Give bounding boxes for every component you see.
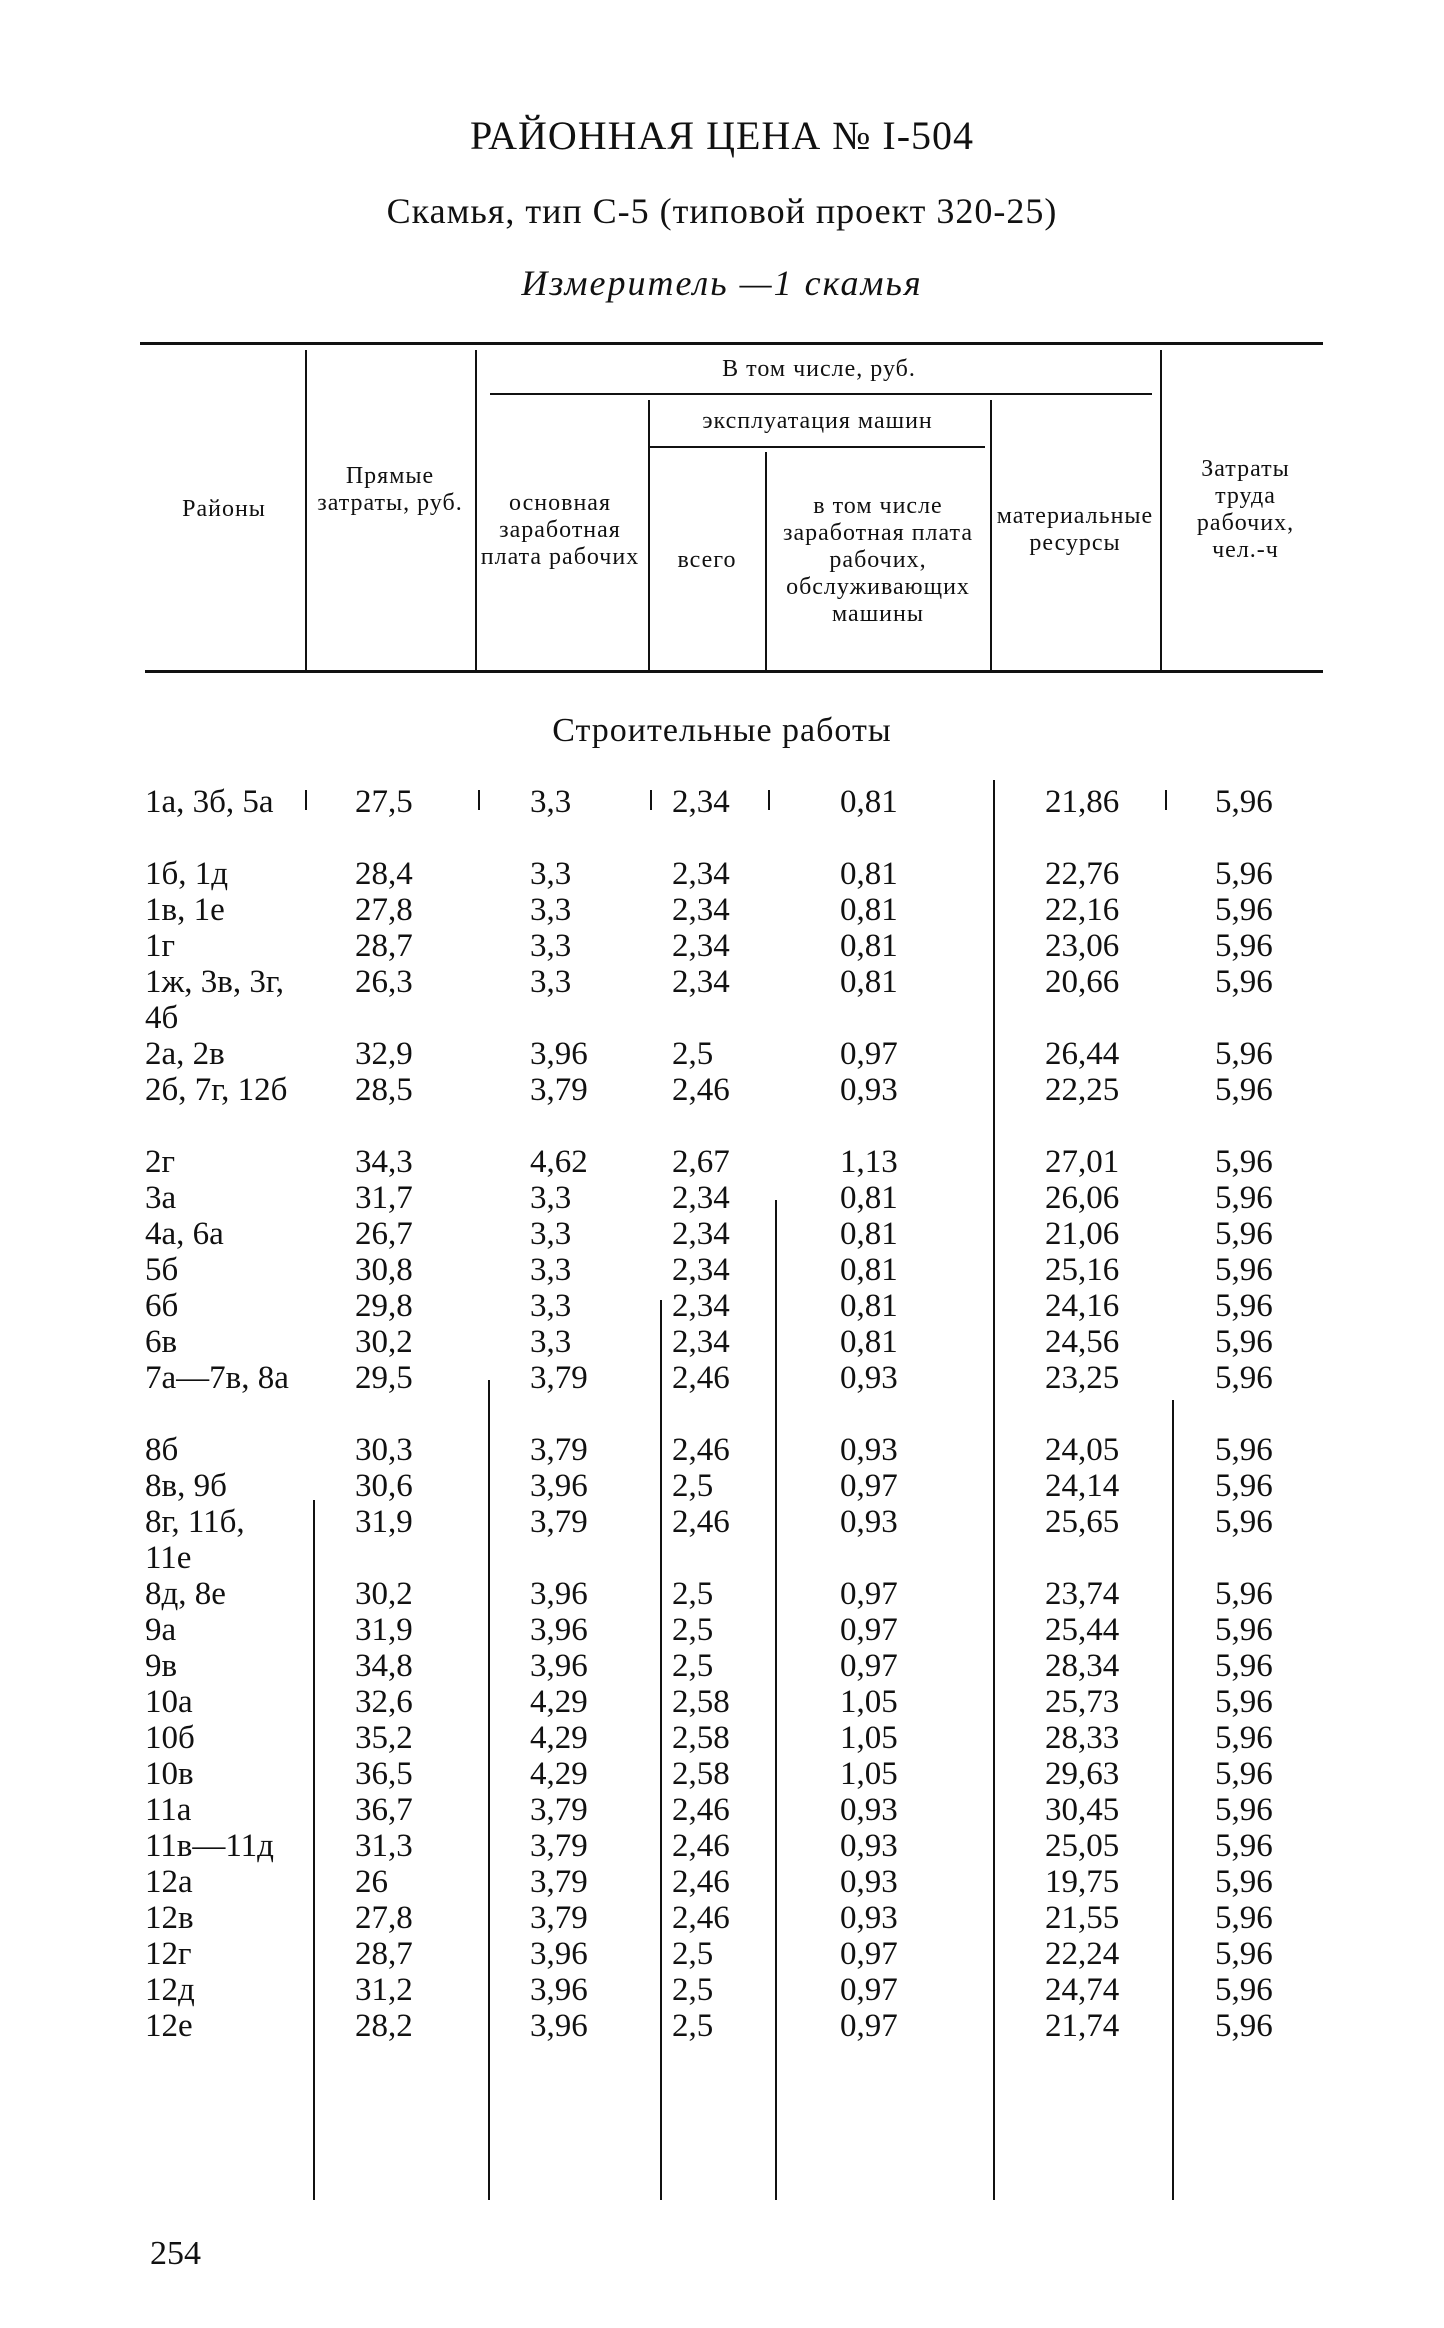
header-machines: эксплуатация машин [702, 407, 933, 434]
cell-machines-total: 2,34 [672, 1216, 730, 1252]
cell-machines-total: 2,34 [672, 1180, 730, 1216]
table-top-rule [140, 342, 1323, 345]
cell-direct-cost: 30,2 [355, 1576, 413, 1612]
cell-materials: 25,65 [1045, 1504, 1120, 1540]
cell-materials: 19,75 [1045, 1864, 1120, 1900]
cell-machines-wages: 0,97 [840, 1648, 898, 1684]
cell-machines-wages: 0,97 [840, 1612, 898, 1648]
machines-rule [650, 446, 985, 448]
cell-direct-cost: 30,2 [355, 1324, 413, 1360]
cell-direct-cost: 32,6 [355, 1684, 413, 1720]
cell-machines-wages: 0,93 [840, 1900, 898, 1936]
cell-wages: 3,79 [530, 1360, 588, 1396]
cell-materials: 25,16 [1045, 1252, 1120, 1288]
body-divider [993, 780, 995, 2200]
cell-machines-total: 2,46 [672, 1864, 730, 1900]
cell-materials: 22,25 [1045, 1072, 1120, 1108]
header-divider [475, 350, 477, 670]
cell-wages: 3,3 [530, 856, 572, 892]
cell-machines-total: 2,5 [672, 1036, 714, 1072]
cell-labor: 5,96 [1215, 1324, 1273, 1360]
cell-wages: 4,62 [530, 1144, 588, 1180]
cell-machines-total: 2,34 [672, 1324, 730, 1360]
cell-machines-wages: 0,93 [840, 1792, 898, 1828]
cell-materials: 28,34 [1045, 1648, 1120, 1684]
cell-direct-cost: 28,5 [355, 1072, 413, 1108]
page-title: РАЙОННАЯ ЦЕНА № I-504 [469, 113, 975, 158]
cell-direct-cost: 28,7 [355, 928, 413, 964]
cell-machines-wages: 0,81 [840, 1288, 898, 1324]
header-machines-wages: в том числе заработная плата рабочих, обслуживающих машины [783, 492, 973, 627]
cell-materials: 22,76 [1045, 856, 1120, 892]
cell-labor: 5,96 [1215, 1684, 1273, 1720]
cell-region: 1а, 3б, 5а [145, 784, 274, 820]
cell-direct-cost: 29,5 [355, 1360, 413, 1396]
cell-labor: 5,96 [1215, 1288, 1273, 1324]
cell-machines-wages: 1,05 [840, 1684, 898, 1720]
cell-machines-wages: 0,93 [840, 1072, 898, 1108]
cell-materials: 25,44 [1045, 1612, 1120, 1648]
cell-machines-total: 2,5 [672, 1972, 714, 2008]
cell-region: 10а [145, 1684, 193, 1720]
cell-materials: 22,24 [1045, 1936, 1120, 1972]
cell-labor: 5,96 [1215, 1900, 1273, 1936]
cell-machines-wages: 0,81 [840, 1180, 898, 1216]
cell-direct-cost: 26 [355, 1864, 388, 1900]
header-regions: Районы [182, 495, 266, 522]
cell-wages: 3,79 [530, 1072, 588, 1108]
body-divider [313, 1500, 315, 2200]
cell-region: 7а—7в, 8а [145, 1360, 289, 1396]
page-number: 254 [150, 2235, 201, 2272]
cell-region: 12г [145, 1936, 192, 1972]
cell-wages: 3,96 [530, 1648, 588, 1684]
cell-region: 1ж, 3в, 3г, 4б [145, 964, 284, 1036]
cell-region: 1в, 1е [145, 892, 225, 928]
body-divider [488, 1380, 490, 2200]
cell-labor: 5,96 [1215, 1756, 1273, 1792]
header-machines-total: всего [677, 546, 737, 573]
cell-materials: 24,56 [1045, 1324, 1120, 1360]
cell-materials: 24,05 [1045, 1432, 1120, 1468]
cell-wages: 4,29 [530, 1756, 588, 1792]
cell-machines-total: 2,46 [672, 1792, 730, 1828]
cell-region: 9в [145, 1648, 178, 1684]
cell-labor: 5,96 [1215, 1036, 1273, 1072]
cell-machines-total: 2,46 [672, 1504, 730, 1540]
cell-labor: 5,96 [1215, 1180, 1273, 1216]
cell-direct-cost: 28,2 [355, 2008, 413, 2044]
cell-wages: 3,96 [530, 1468, 588, 1504]
cell-wages: 3,96 [530, 1936, 588, 1972]
cell-region: 2б, 7г, 12б [145, 1072, 288, 1108]
cell-machines-total: 2,46 [672, 1432, 730, 1468]
header-wages: основная заработная плата рабочих [480, 489, 640, 570]
cell-direct-cost: 31,9 [355, 1504, 413, 1540]
cell-labor: 5,96 [1215, 1576, 1273, 1612]
cell-machines-wages: 0,97 [840, 1036, 898, 1072]
cell-direct-cost: 31,3 [355, 1828, 413, 1864]
cell-machines-wages: 0,97 [840, 1936, 898, 1972]
cell-materials: 21,55 [1045, 1900, 1120, 1936]
cell-machines-total: 2,5 [672, 1936, 714, 1972]
cell-materials: 24,14 [1045, 1468, 1120, 1504]
cell-machines-wages: 0,93 [840, 1360, 898, 1396]
cell-wages: 3,79 [530, 1432, 588, 1468]
cell-machines-wages: 0,81 [840, 1252, 898, 1288]
header-including: В том числе, руб. [722, 355, 916, 382]
cell-machines-total: 2,46 [672, 1828, 730, 1864]
cell-labor: 5,96 [1215, 1972, 1273, 2008]
cell-machines-total: 2,46 [672, 1072, 730, 1108]
cell-wages: 3,3 [530, 964, 572, 1000]
cell-materials: 26,44 [1045, 1036, 1120, 1072]
cell-direct-cost: 32,9 [355, 1036, 413, 1072]
header-materials: материальные ресурсы [996, 503, 1154, 556]
section-title: Строительные работы [552, 712, 892, 749]
cell-direct-cost: 34,8 [355, 1648, 413, 1684]
body-divider [1165, 790, 1167, 810]
cell-region: 3а [145, 1180, 177, 1216]
cell-machines-wages: 0,81 [840, 856, 898, 892]
cell-machines-total: 2,5 [672, 2008, 714, 2044]
cell-direct-cost: 26,3 [355, 964, 413, 1000]
cell-machines-total: 2,58 [672, 1684, 730, 1720]
cell-machines-total: 2,67 [672, 1144, 730, 1180]
cell-direct-cost: 27,5 [355, 784, 413, 820]
cell-machines-total: 2,34 [672, 856, 730, 892]
cell-direct-cost: 30,8 [355, 1252, 413, 1288]
cell-labor: 5,96 [1215, 1072, 1273, 1108]
cell-direct-cost: 30,3 [355, 1432, 413, 1468]
cell-wages: 3,3 [530, 1288, 572, 1324]
cell-materials: 23,25 [1045, 1360, 1120, 1396]
cell-machines-wages: 0,93 [840, 1864, 898, 1900]
cell-machines-wages: 0,97 [840, 1576, 898, 1612]
cell-labor: 5,96 [1215, 1828, 1273, 1864]
cell-direct-cost: 31,9 [355, 1612, 413, 1648]
cell-materials: 25,05 [1045, 1828, 1120, 1864]
cell-wages: 3,79 [530, 1828, 588, 1864]
cell-labor: 5,96 [1215, 1864, 1273, 1900]
cell-labor: 5,96 [1215, 1468, 1273, 1504]
cell-direct-cost: 31,2 [355, 1972, 413, 2008]
cell-machines-wages: 0,97 [840, 2008, 898, 2044]
cell-machines-wages: 0,93 [840, 1504, 898, 1540]
cell-region: 5б [145, 1252, 179, 1288]
cell-wages: 3,96 [530, 1972, 588, 2008]
cell-machines-total: 2,34 [672, 1288, 730, 1324]
cell-machines-total: 2,58 [672, 1756, 730, 1792]
body-divider [305, 790, 307, 810]
cell-machines-total: 2,46 [672, 1900, 730, 1936]
header-divider [305, 350, 307, 670]
cell-labor: 5,96 [1215, 856, 1273, 892]
cell-direct-cost: 35,2 [355, 1720, 413, 1756]
header-direct-costs: Прямые затраты, руб. [317, 463, 463, 516]
cell-materials: 21,74 [1045, 2008, 1120, 2044]
cell-machines-total: 2,5 [672, 1576, 714, 1612]
cell-machines-wages: 1,13 [840, 1144, 898, 1180]
cell-wages: 3,96 [530, 1612, 588, 1648]
page-subtitle: Скамья, тип С-5 (типовой проект 320-25) [386, 191, 1058, 231]
cell-wages: 4,29 [530, 1684, 588, 1720]
cell-wages: 3,3 [530, 1216, 572, 1252]
cell-wages: 3,96 [530, 1576, 588, 1612]
cell-region: 2г [145, 1144, 176, 1180]
cell-machines-total: 2,5 [672, 1468, 714, 1504]
body-divider [650, 790, 652, 810]
cell-materials: 24,74 [1045, 1972, 1120, 2008]
cell-region: 8д, 8е [145, 1576, 226, 1612]
cell-wages: 3,3 [530, 1180, 572, 1216]
cell-wages: 3,3 [530, 892, 572, 928]
cell-direct-cost: 28,4 [355, 856, 413, 892]
cell-wages: 3,3 [530, 928, 572, 964]
cell-machines-wages: 0,97 [840, 1468, 898, 1504]
cell-materials: 30,45 [1045, 1792, 1120, 1828]
cell-labor: 5,96 [1215, 1720, 1273, 1756]
cell-materials: 21,06 [1045, 1216, 1120, 1252]
cell-materials: 20,66 [1045, 964, 1120, 1000]
cell-materials: 23,06 [1045, 928, 1120, 964]
cell-direct-cost: 36,7 [355, 1792, 413, 1828]
body-divider [660, 1300, 662, 2200]
cell-machines-wages: 0,93 [840, 1432, 898, 1468]
cell-direct-cost: 27,8 [355, 892, 413, 928]
cell-region: 1б, 1д [145, 856, 229, 892]
cell-labor: 5,96 [1215, 1144, 1273, 1180]
header-bottom-rule [145, 670, 1323, 673]
cell-region: 12д [145, 1972, 195, 2008]
cell-labor: 5,96 [1215, 1360, 1273, 1396]
cell-labor: 5,96 [1215, 1612, 1273, 1648]
cell-machines-total: 2,5 [672, 1612, 714, 1648]
cell-wages: 3,3 [530, 1252, 572, 1288]
cell-materials: 28,33 [1045, 1720, 1120, 1756]
cell-region: 9а [145, 1612, 177, 1648]
cell-machines-wages: 0,93 [840, 1828, 898, 1864]
cell-labor: 5,96 [1215, 1936, 1273, 1972]
cell-machines-wages: 1,05 [840, 1756, 898, 1792]
cell-direct-cost: 36,5 [355, 1756, 413, 1792]
cell-machines-total: 2,34 [672, 1252, 730, 1288]
cell-materials: 23,74 [1045, 1576, 1120, 1612]
cell-wages: 3,79 [530, 1504, 588, 1540]
header-divider [1160, 350, 1162, 670]
cell-materials: 21,86 [1045, 784, 1120, 820]
cell-wages: 3,96 [530, 1036, 588, 1072]
cell-machines-wages: 0,81 [840, 964, 898, 1000]
cell-machines-total: 2,34 [672, 964, 730, 1000]
cell-machines-wages: 1,05 [840, 1720, 898, 1756]
cell-direct-cost: 34,3 [355, 1144, 413, 1180]
cell-labor: 5,96 [1215, 892, 1273, 928]
cell-labor: 5,96 [1215, 2008, 1273, 2044]
cell-machines-wages: 0,97 [840, 1972, 898, 2008]
cell-machines-total: 2,34 [672, 928, 730, 964]
cell-machines-wages: 0,81 [840, 892, 898, 928]
cell-labor: 5,96 [1215, 1648, 1273, 1684]
cell-labor: 5,96 [1215, 1216, 1273, 1252]
cell-wages: 3,79 [530, 1900, 588, 1936]
including-rule [490, 393, 1152, 395]
body-divider [1172, 1400, 1174, 2200]
measure-unit: Измеритель —1 скамья [521, 263, 923, 303]
cell-machines-total: 2,58 [672, 1720, 730, 1756]
cell-region: 6в [145, 1324, 178, 1360]
cell-region: 10в [145, 1756, 194, 1792]
cell-materials: 29,63 [1045, 1756, 1120, 1792]
cell-region: 8в, 9б [145, 1468, 227, 1504]
cell-wages: 3,79 [530, 1864, 588, 1900]
cell-materials: 22,16 [1045, 892, 1120, 928]
cell-direct-cost: 28,7 [355, 1936, 413, 1972]
cell-labor: 5,96 [1215, 1432, 1273, 1468]
cell-materials: 27,01 [1045, 1144, 1120, 1180]
cell-region: 12е [145, 2008, 193, 2044]
cell-wages: 3,79 [530, 1792, 588, 1828]
cell-materials: 24,16 [1045, 1288, 1120, 1324]
header-divider [765, 452, 767, 670]
cell-machines-total: 2,34 [672, 892, 730, 928]
body-divider [775, 1200, 777, 2200]
cell-region: 1г [145, 928, 176, 964]
cell-wages: 4,29 [530, 1720, 588, 1756]
cell-labor: 5,96 [1215, 784, 1273, 820]
cell-labor: 5,96 [1215, 928, 1273, 964]
cell-machines-total: 2,5 [672, 1648, 714, 1684]
cell-direct-cost: 27,8 [355, 1900, 413, 1936]
cell-labor: 5,96 [1215, 1504, 1273, 1540]
cell-materials: 26,06 [1045, 1180, 1120, 1216]
cell-labor: 5,96 [1215, 964, 1273, 1000]
cell-region: 11а [145, 1792, 192, 1828]
cell-direct-cost: 29,8 [355, 1288, 413, 1324]
cell-region: 4а, 6а [145, 1216, 224, 1252]
cell-region: 2а, 2в [145, 1036, 225, 1072]
cell-machines-wages: 0,81 [840, 1324, 898, 1360]
cell-wages: 3,3 [530, 784, 572, 820]
cell-materials: 25,73 [1045, 1684, 1120, 1720]
cell-region: 11в—11д [145, 1828, 274, 1864]
body-divider [478, 790, 480, 810]
cell-region: 8г, 11б, 11е [145, 1504, 245, 1576]
cell-region: 12в [145, 1900, 194, 1936]
header-labor: Затраты труда рабочих, чел.-ч [1196, 456, 1295, 563]
cell-region: 12а [145, 1864, 193, 1900]
cell-direct-cost: 30,6 [355, 1468, 413, 1504]
cell-machines-total: 2,34 [672, 784, 730, 820]
cell-machines-total: 2,46 [672, 1360, 730, 1396]
cell-direct-cost: 31,7 [355, 1180, 413, 1216]
cell-labor: 5,96 [1215, 1252, 1273, 1288]
cell-machines-wages: 0,81 [840, 784, 898, 820]
cell-direct-cost: 26,7 [355, 1216, 413, 1252]
cell-wages: 3,3 [530, 1324, 572, 1360]
cell-wages: 3,96 [530, 2008, 588, 2044]
cell-region: 6б [145, 1288, 179, 1324]
cell-machines-wages: 0,81 [840, 1216, 898, 1252]
header-divider [990, 400, 992, 670]
body-divider [768, 790, 770, 810]
cell-labor: 5,96 [1215, 1792, 1273, 1828]
cell-region: 8б [145, 1432, 179, 1468]
cell-region: 10б [145, 1720, 195, 1756]
cell-machines-wages: 0,81 [840, 928, 898, 964]
